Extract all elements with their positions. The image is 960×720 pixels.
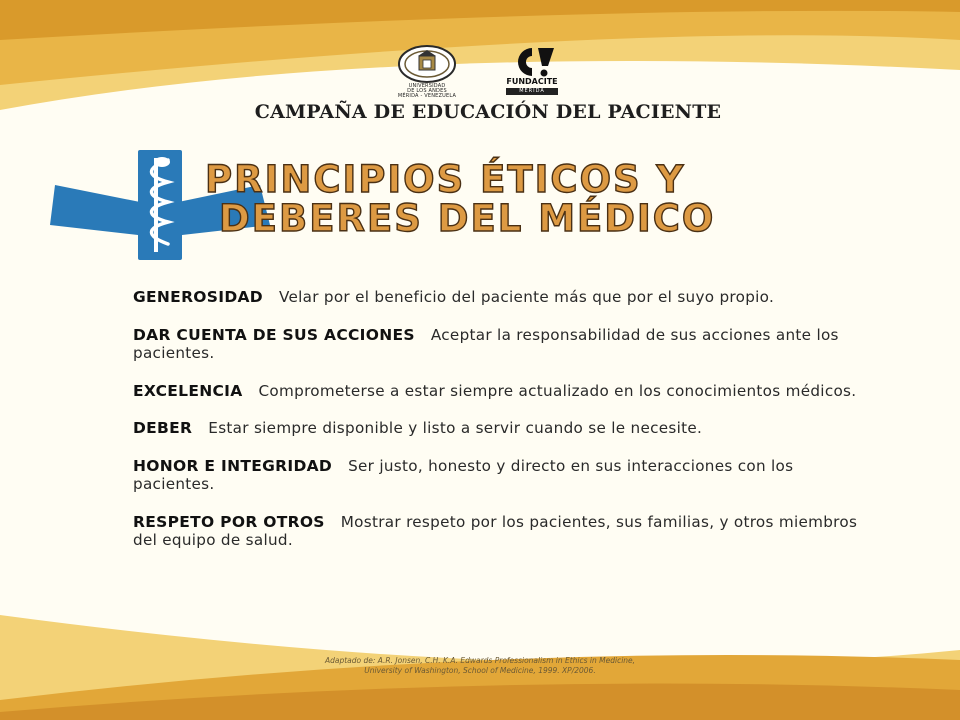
principle-item (133, 382, 873, 401)
ula-logo (394, 44, 460, 99)
fundacite-name: FUNDACITE (506, 77, 558, 86)
campaign-title: CAMPAÑA DE EDUCACIÓN DEL PACIENTE (254, 101, 722, 123)
citation-line-1: Adaptado de: A.R. Jonsen, C.H. K.A. Edwards Professionalism in Ethics in Medicine, (324, 656, 636, 665)
fundacite-sub: MÉRIDA (506, 88, 558, 95)
poster-title (205, 160, 905, 238)
principle-description: Comprometerse a estar siempre actualizado en los conocimientos médicos. (258, 381, 857, 400)
principle-term: DEBER (133, 419, 193, 437)
ula-text-line: DE LOS ANDES (407, 88, 447, 94)
principle-description: Aceptar la responsabilidad de sus acciones ante los pacientes. (133, 325, 839, 362)
principle-description: Mostrar respeto por los pacientes, sus familias, y otros miembros del equipo de salud. (133, 512, 858, 549)
source-citation (0, 656, 960, 676)
fundacite-logo-icon (504, 46, 562, 78)
citation-line-2: University of Washington, School of Medicine, 1999. XP/2006. (364, 666, 596, 675)
ula-text-line: UNIVERSIDAD (408, 83, 446, 89)
title-line-1: PRINCIPIOS ÉTICOS Y (205, 158, 686, 201)
principle-term: RESPETO POR OTROS (133, 512, 325, 531)
principle-description: Estar siempre disponible y listo a servir cuando se le necesite. (208, 419, 703, 437)
principle-item (133, 513, 873, 550)
ula-text-line: MÉRIDA - VENEZUELA (397, 93, 457, 99)
principle-item (133, 457, 873, 494)
principle-term: EXCELENCIA (133, 381, 243, 400)
principle-term: GENEROSIDAD (133, 288, 263, 306)
sponsor-logos (394, 44, 584, 99)
ula-seal-icon (394, 44, 460, 84)
principle-term: HONOR E INTEGRIDAD (133, 456, 333, 475)
principle-item (133, 419, 873, 438)
title-line-2: DEBERES DEL MÉDICO (219, 197, 716, 240)
principle-item (133, 326, 873, 363)
fundacite-logo (494, 46, 570, 96)
principle-term: DAR CUENTA DE SUS ACCIONES (133, 325, 415, 344)
principles-list (133, 288, 873, 569)
principle-description: Velar por el beneficio del paciente más que por el suyo propio. (278, 288, 775, 306)
principle-description: Ser justo, honesto y directo en sus interacciones con los pacientes. (133, 456, 794, 493)
principle-item (133, 288, 873, 307)
